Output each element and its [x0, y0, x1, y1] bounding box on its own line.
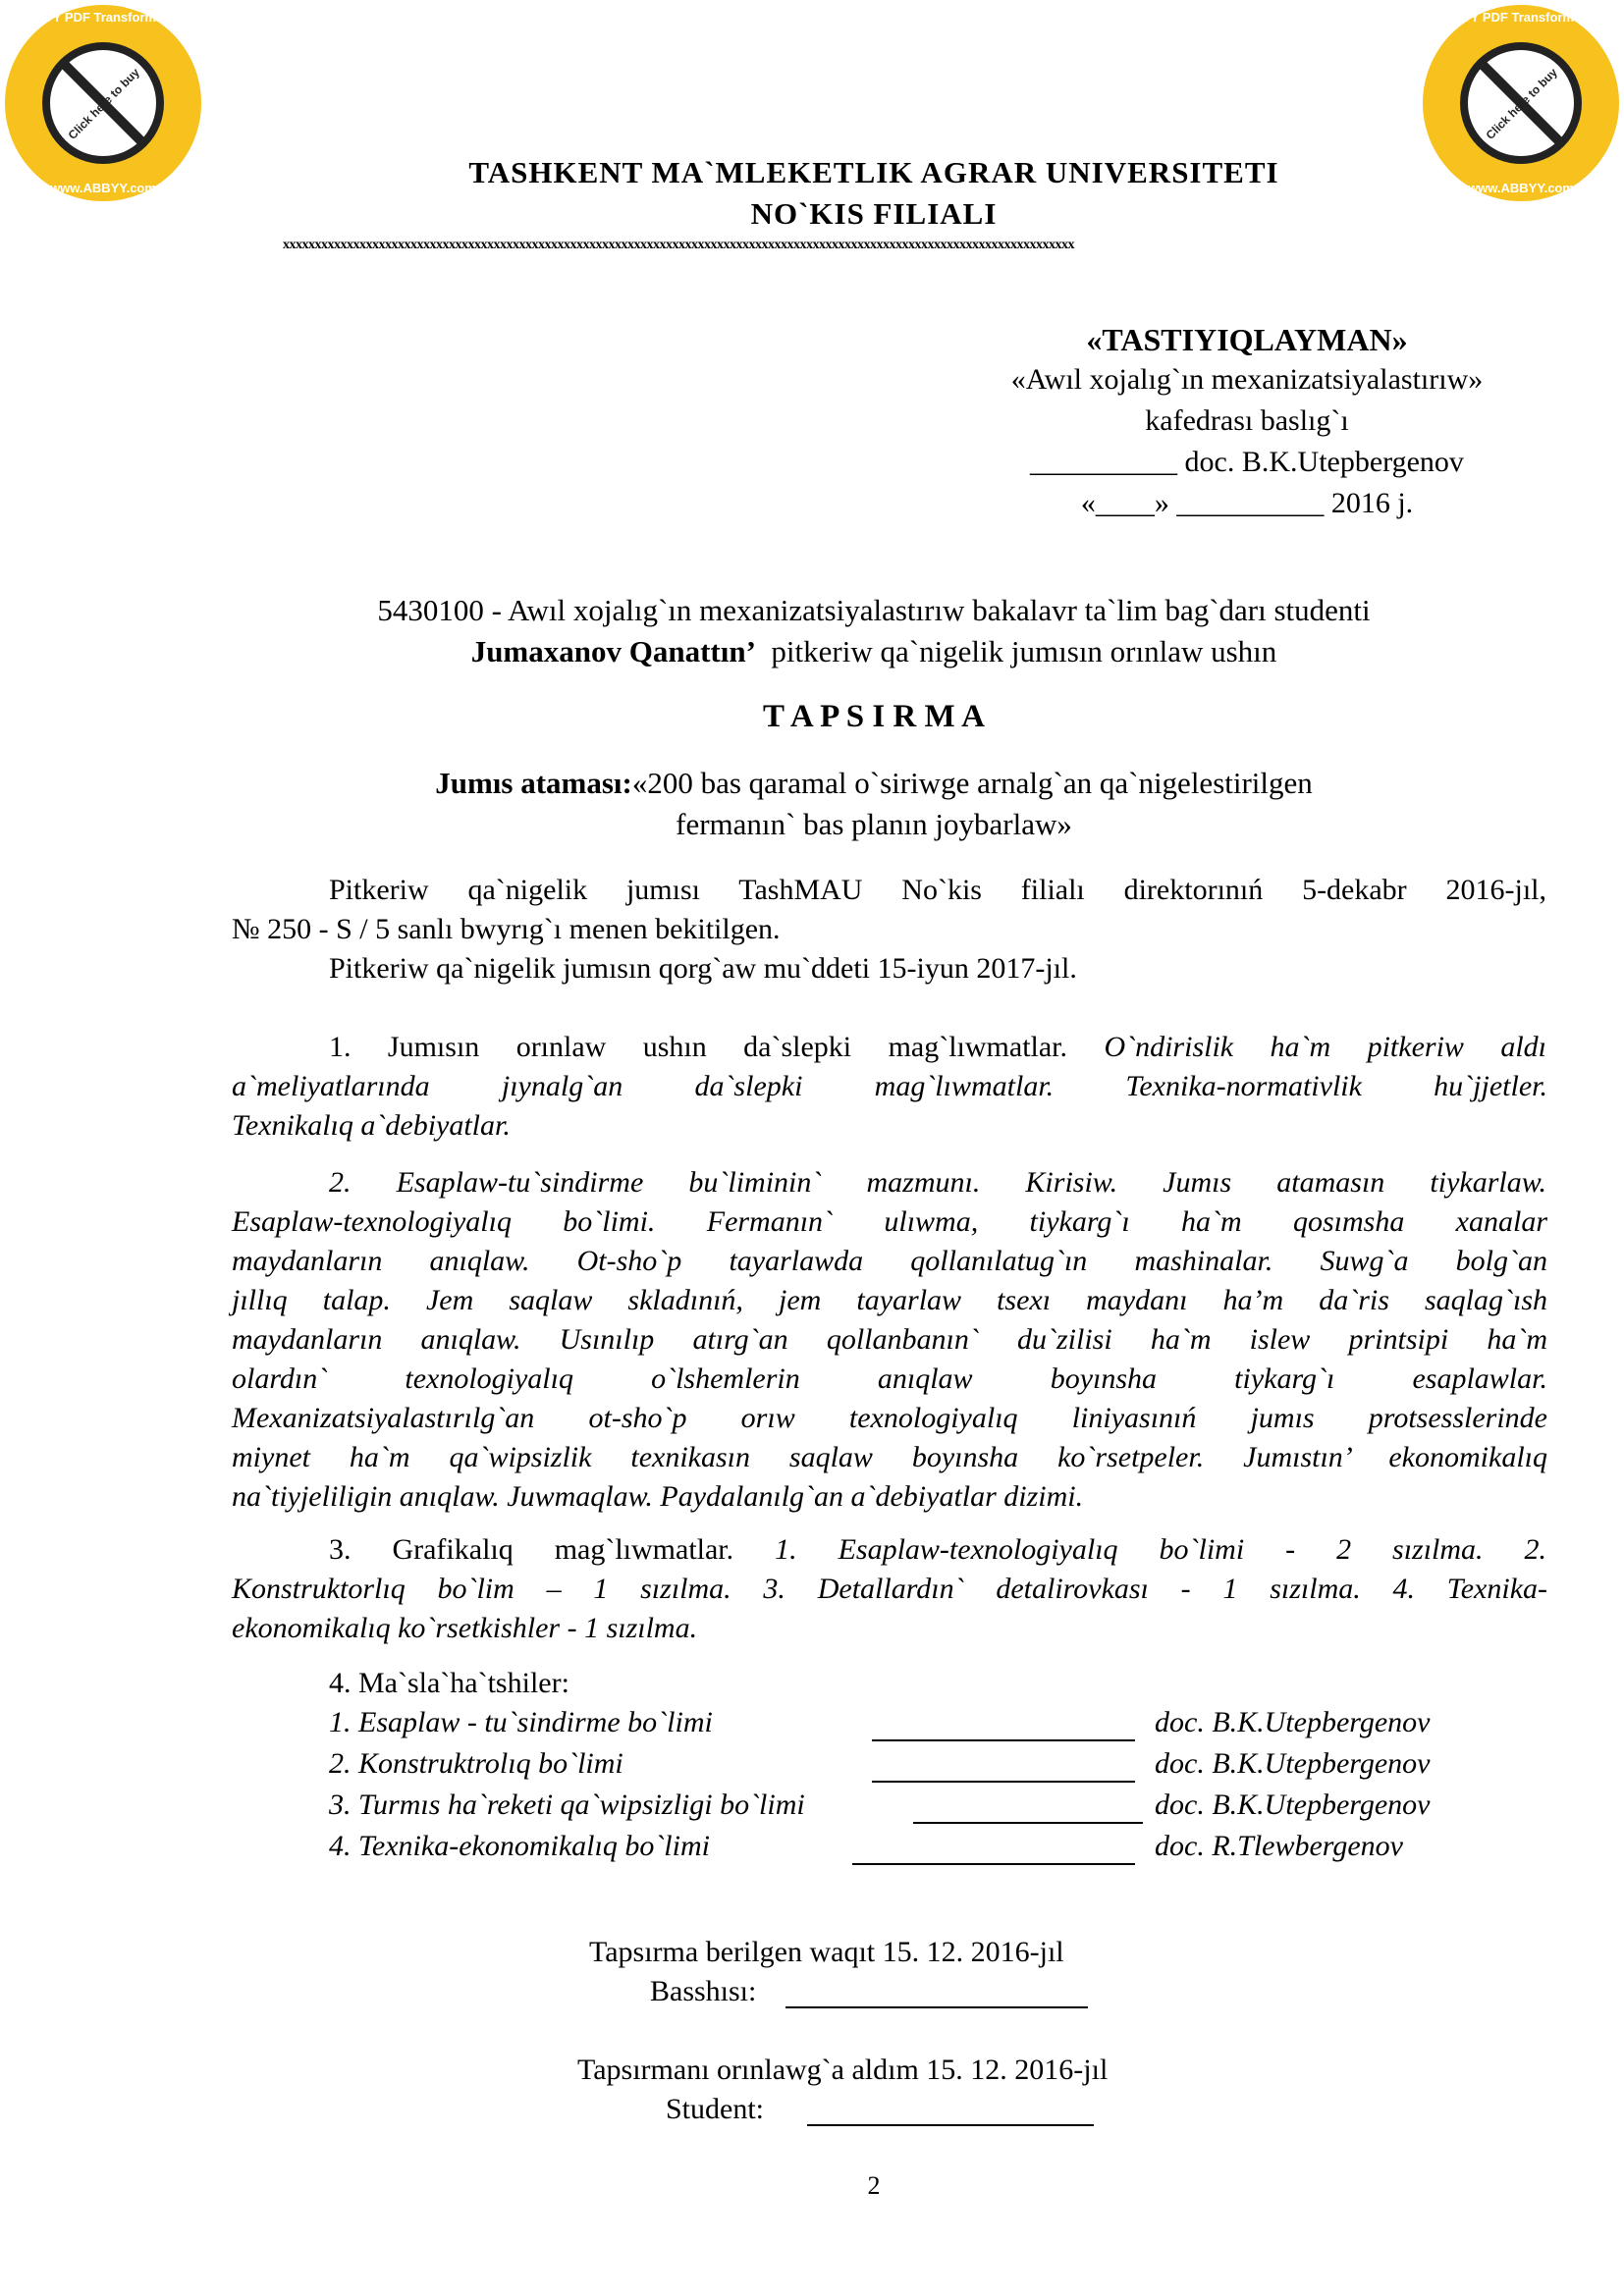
- section1-line3: Texnikalıq a`debiyatlar.: [232, 1109, 511, 1142]
- section2-line: Mexanizatsiyalastırılg`an ot-sho`p orıw texnologiyalıq liniyasınıń jumıs protsesslerinde: [232, 1402, 1547, 1434]
- supervisor-signature-line: [785, 2006, 1088, 2008]
- intro-purpose: pitkeriw qa`nigelik jumısın orınlaw ushın: [771, 634, 1277, 668]
- advisor-name: doc. B.K.Utepbergenov: [1155, 1789, 1431, 1821]
- approval-date: «____» __________ 2016 j.: [1080, 487, 1414, 519]
- task-title: T A P S I R M A: [763, 699, 985, 734]
- signature-line: [913, 1822, 1143, 1824]
- order-line2: № 250 - S / 5 sanlı bwyrıg`ı menen bekitilgen.: [232, 913, 781, 945]
- topic-line1: [0, 766, 1624, 801]
- watermark-click-text: Click here to buy: [1483, 65, 1560, 142]
- page-number: 2: [867, 2171, 881, 2200]
- student-signature-line: [807, 2124, 1094, 2126]
- intro-line: 5430100 - Awıl xojalıg`ın mexanizatsiyalastırıw bakalavr ta`lim bag`darı studenti: [377, 593, 1371, 627]
- advisor-part: 3. Turmıs ha`reketi qa`wipsizligi bo`limi: [329, 1789, 805, 1821]
- advisor-name: doc. B.K.Utepbergenov: [1155, 1706, 1431, 1738]
- advisor-part: 1. Esaplaw - tu`sindirme bo`limi: [329, 1706, 713, 1738]
- section2-line: jıllıq talap. Jem saqlaw skladınıń, jem tayarlaw tsexı maydanı ha’m da`ris saqlag`ısh: [232, 1284, 1547, 1316]
- branch-name: NO`KIS FILIALI: [750, 196, 998, 231]
- watermark-click-text: Click here to buy: [65, 65, 142, 142]
- advisor-part: 2. Konstruktrolıq bo`limi: [329, 1747, 623, 1780]
- signature-line: [852, 1863, 1135, 1865]
- advisor-name: doc. R.Tlewbergenov: [1155, 1830, 1403, 1862]
- advisor-part: 4. Texnika-ekonomikalıq bo`limi: [329, 1830, 710, 1862]
- order-line1: Pitkeriw qa`nigelik jumısı TashMAU No`kis filialı direktorınıń 5-dekabr 2016-jıl,: [329, 874, 1546, 906]
- section2-line: maydanların anıqlaw. Ot-sho`p tayarlawda qollanılatug`ın mashinalar. Suwg`a bolg`an: [232, 1245, 1547, 1277]
- section3-line1: [329, 1533, 1546, 1567]
- section2-line: 2. Esaplaw-tu`sindirme bu`liminin` mazmunı. Kirisiw. Jumıs atamasın tiykarlaw.: [329, 1166, 1546, 1199]
- section1-text: O`ndirislik ha`m pitkeriw aldı: [1104, 1031, 1546, 1063]
- section2-line: Esaplaw-texnologiyalıq bo`limi. Fermanın` ulıwma, tiykarg`ı ha`m qosımsha xanalar: [232, 1205, 1547, 1238]
- section2-line: maydanların anıqlaw. Usınılıp atırg`an qollanbanın` du`zilisi ha`m islew printsipi ha`m: [232, 1323, 1547, 1356]
- student-name: Jumaxanov Qanattın’: [470, 634, 756, 668]
- supervisor-label: Basshısı:: [650, 1975, 757, 2007]
- topic-line2: fermanın` bas planın joybarlaw»: [676, 807, 1072, 841]
- order-line3: Pitkeriw qa`nigelik jumısın qorg`aw mu`ddeti 15-iyun 2017-jıl.: [329, 952, 1077, 985]
- section3-text: 1. Esaplaw-texnologiyalıq bo`limi - 2 sızılma. 2.: [775, 1533, 1547, 1566]
- section2-line: na`tiyjeliligin anıqlaw. Juwmaqlaw. Paydalanılg`an a`debiyatlar dizimi.: [232, 1480, 1084, 1513]
- approval-dept: «Awıl xojalıg`ın mexanizatsiyalastırıw»: [1010, 363, 1484, 396]
- section2-line: olardın` texnologiyalıq o`lshemlerin anıqlaw boyınsha tiykarg`ı esaplawlar.: [232, 1362, 1547, 1395]
- section4-title: 4. Ma`sla`ha`tshiler:: [329, 1667, 569, 1699]
- section3-line3: ekonomikalıq ko`rsetkishler - 1 sızılma.: [232, 1612, 698, 1644]
- approval-title: «TASTIYIQLAYMAN»: [1086, 322, 1408, 357]
- approval-role: kafedrası baslıg`ı: [1145, 404, 1349, 437]
- watermark-text: ABBYY PDF Transformer 2.0: [1434, 10, 1608, 25]
- signature-line: [872, 1781, 1135, 1783]
- advisor-name: doc. B.K.Utepbergenov: [1155, 1747, 1431, 1780]
- section3-heading: 3. Grafikalıq mag`lıwmatlar.: [329, 1533, 734, 1566]
- watermark-url: www.ABBYY.com: [1468, 181, 1574, 195]
- signature-line: [872, 1739, 1135, 1741]
- student-label: Student:: [666, 2093, 765, 2125]
- section1-line1: [329, 1031, 1546, 1064]
- section1-line2: a`meliyatlarında jıynalg`an da`slepki mag`lıwmatlar. Texnika-normativlik hu`jjetler.: [232, 1070, 1547, 1102]
- intro-student-line: [0, 634, 1624, 669]
- topic-text: «200 bas qaramal o`siriwge arnalg`an qa`nigelestirilgen: [631, 766, 1313, 800]
- section2-line: miynet ha`m qa`wipsizlik texnikasın saqlaw boyınsha ko`rsetpeler. Jumıstın’ ekonomikalıq: [232, 1441, 1547, 1473]
- watermark-url: www.ABBYY.com: [50, 181, 156, 195]
- section1-heading: 1. Jumısın orınlaw ushın da`slepki mag`lıwmatlar.: [329, 1031, 1068, 1063]
- topic-label: Jumıs ataması:: [435, 766, 632, 800]
- task-received-date: Tapsırmanı orınlawg`a aldım 15. 12. 2016-jıl: [577, 2054, 1109, 2086]
- approval-signature: __________ doc. B.K.Utepbergenov: [1030, 446, 1464, 478]
- task-given-date: Tapsırma berilgen waqıt 15. 12. 2016-jıl: [589, 1936, 1064, 1968]
- watermark-text: ABBYY PDF Transformer 2.0: [16, 10, 190, 25]
- university-name: TASHKENT MA`MLEKETLIK AGRAR UNIVERSITETI: [468, 155, 1279, 189]
- section3-line2: Konstruktorlıq bo`lim – 1 sızılma. 3. Detallardın` detalirovkası - 1 sızılma. 4. Texnika-: [232, 1573, 1547, 1605]
- header-separator: xxxxxxxxxxxxxxxxxxxxxxxxxxxxxxxxxxxxxxxxxxxxxxxxxxxxxxxxxxxxxxxxxxxxxxxxxxxxxxxxxxxxxxxxxxxxxxxxxxxxxxxxxxxxxxxxxxxxxxxxxxxx: [283, 238, 1074, 252]
